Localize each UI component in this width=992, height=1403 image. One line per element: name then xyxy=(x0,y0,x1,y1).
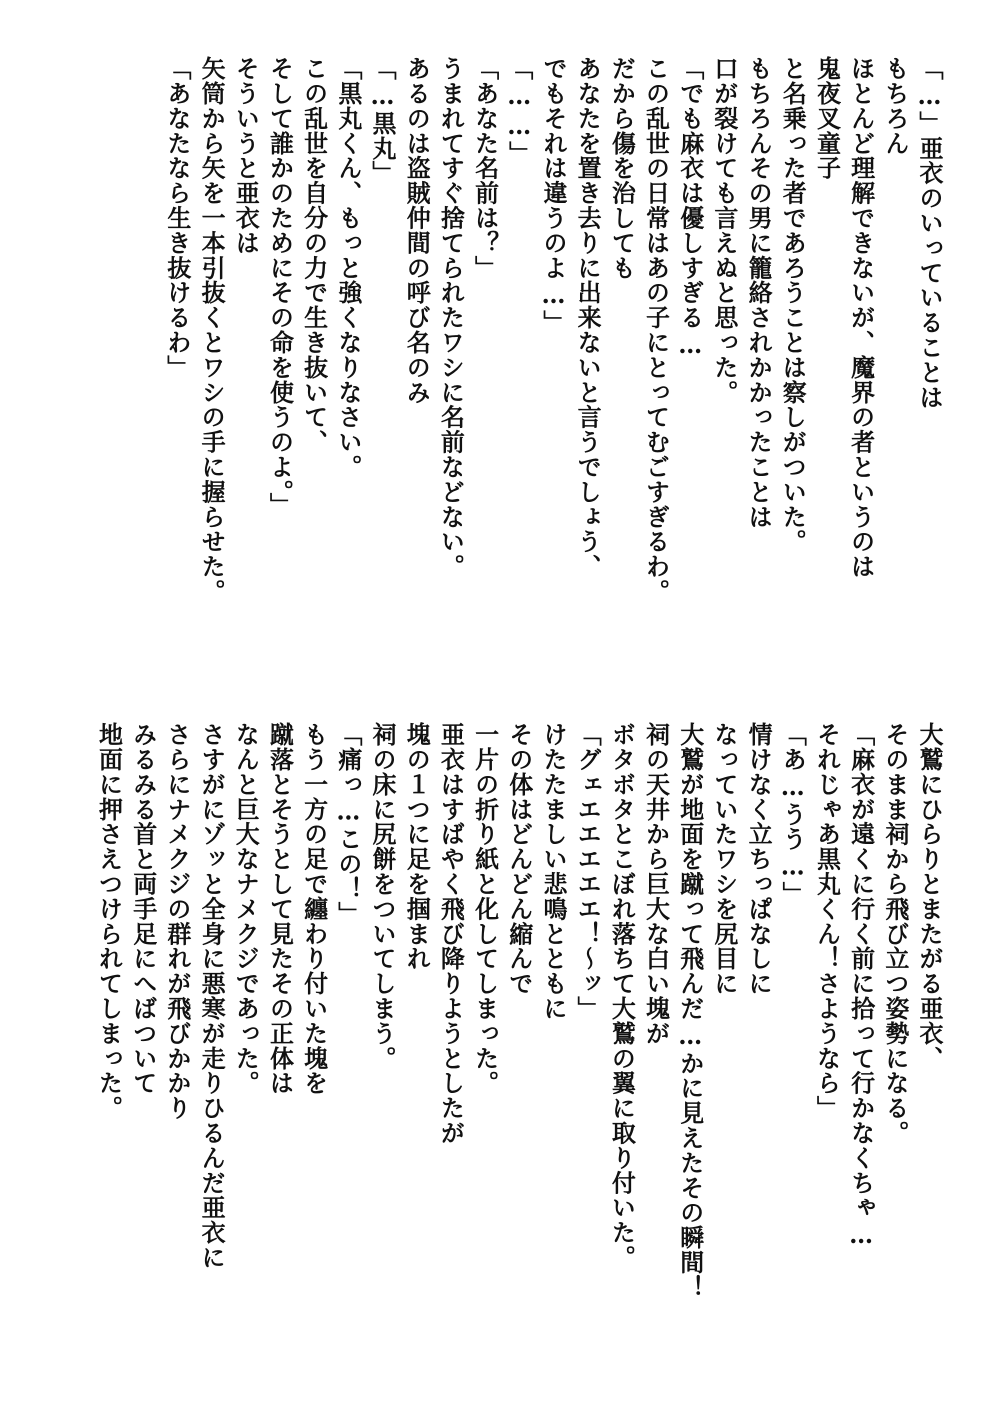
text-block-bottom xyxy=(46,722,946,1362)
text-line: けたたましい悲鳴とともに xyxy=(538,722,568,1021)
text-line: ボタボタとこぼれ落ちて大鷲の翼に取り付いた。 xyxy=(607,722,637,1270)
text-line: 「でも麻衣は優しすぎる… xyxy=(675,56,705,360)
text-line: 「あなたなら生き抜けるわ」 xyxy=(162,56,192,380)
text-line: でもそれは違うのよ…」 xyxy=(538,56,568,335)
text-line: この乱世の日常はあの子にとってむごすぎるわ。 xyxy=(641,56,671,604)
text-line: さらにナメクジの群れが飛びかかり xyxy=(162,722,192,1121)
text-line: あなたを置き去りに出来ないと言うでしょう、 xyxy=(573,56,603,579)
text-line: 一片の折り紙と化してしまった。 xyxy=(470,722,500,1096)
text-line: 祠の天井から巨大な白い塊が xyxy=(641,722,671,1046)
text-line: もう一方の足で纏わり付いた塊を xyxy=(299,722,329,1096)
text-line: それじゃあ黒丸くん！さようなら」 xyxy=(812,722,842,1121)
text-line: そのまま祠から飛び立つ姿勢になる。 xyxy=(880,722,910,1146)
text-line: もちろん xyxy=(880,56,910,156)
text-line: なっていたワシを尻目に xyxy=(709,722,739,996)
text-line: その体はどんどん縮んで xyxy=(504,722,534,996)
text-line: 大鷲が地面を蹴って飛んだ…かに見えたその瞬間！ xyxy=(675,722,705,1300)
text-line: そして誰かのためにその命を使うのよ。」 xyxy=(265,56,295,518)
text-line: 「グェエエエエエ！～ッ」 xyxy=(573,722,603,1021)
text-line: なんと巨大なナメクジであった。 xyxy=(231,722,261,1096)
text-line: 「麻衣が遠くに行く前に拾って行かなくちゃ… xyxy=(846,722,876,1250)
text-line: 地面に押さえつけられてしまった。 xyxy=(94,722,124,1121)
text-block-top xyxy=(46,56,946,696)
text-line: 「…黒丸」 xyxy=(368,56,397,186)
text-line: もちろんその男に籠絡されかかったことは xyxy=(744,56,774,530)
text-line: さすがにゾッと全身に悪寒が走りひるんだ亜衣に xyxy=(197,722,227,1270)
text-line: と名乗った者であろうことは察しがついた。 xyxy=(778,56,808,554)
text-line: この乱世を自分の力で生き抜いて、 xyxy=(299,56,329,455)
text-line: 祠の床に尻餅をついてしまう。 xyxy=(368,722,397,1071)
text-line: 矢筒から矢を一本引抜くとワシの手に握らせた。 xyxy=(197,56,227,604)
text-line: うまれてすぐ捨てられたワシに名前などない。 xyxy=(436,56,466,579)
text-line: 大鷲にひらりとまたがる亜衣、 xyxy=(915,722,944,1071)
text-line: 鬼夜叉童子 xyxy=(812,56,842,181)
text-line: あるのは盗賊仲間の呼び名のみ xyxy=(402,56,432,405)
text-line: 口が裂けても言えぬと思った。 xyxy=(709,56,739,405)
text-line: 塊の１つに足を掴まれ xyxy=(402,722,432,971)
text-line: 「黒丸くん、もっと強くなりなさい。 xyxy=(333,56,363,480)
text-line: 蹴落とそうとして見たその正体は xyxy=(265,722,295,1096)
text-line: 亜衣はすばやく飛び降りようとしたが xyxy=(436,722,466,1146)
text-line: 「…」亜衣のいっていることは xyxy=(915,56,944,410)
text-line: そういうと亜衣は xyxy=(231,56,261,256)
text-line: 情けなく立ちっぱなしに xyxy=(744,722,774,996)
text-line: 「あ…うう…」 xyxy=(778,722,808,907)
text-line: みるみる首と両手足にへばついて xyxy=(128,722,158,1096)
text-line: ほとんど理解できないが、魔界の者というのは xyxy=(846,56,876,579)
text-line: だから傷を治しても xyxy=(607,56,637,281)
text-line: 「痛っ…この！」 xyxy=(333,722,363,927)
text-line: 「あなた名前は？」 xyxy=(470,56,500,281)
text-line: 「……」 xyxy=(504,56,534,166)
